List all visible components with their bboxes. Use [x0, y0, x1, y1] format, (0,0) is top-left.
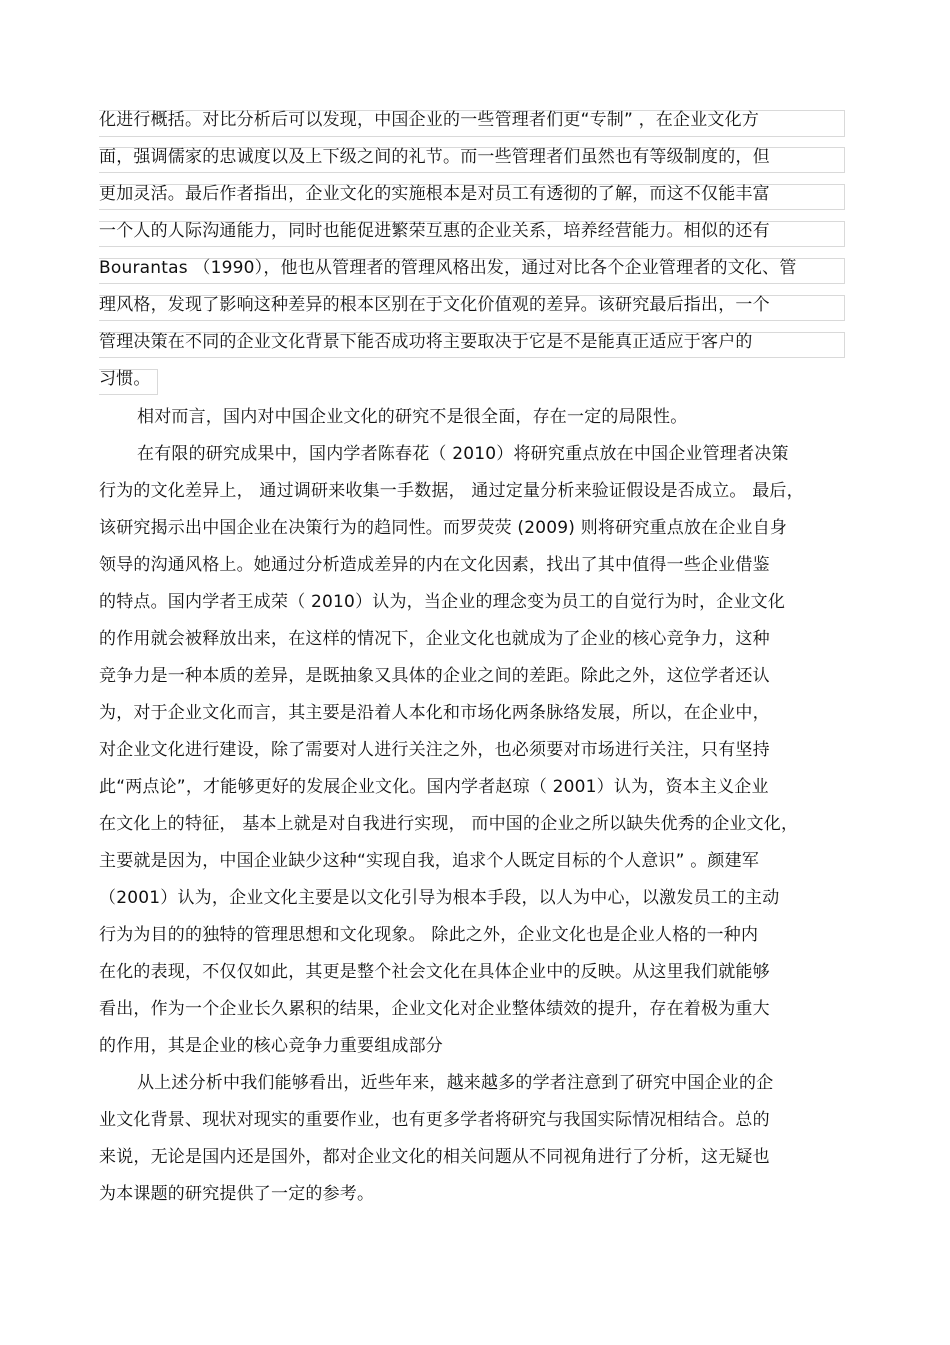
paragraph-4-line-1: 从上述分析中我们能够看出，近些年来，越来越多的学者注意到了研究中国企业的企 [137, 1073, 774, 1093]
paragraph-1-line-5: Bourantas （1990），他也从管理者的管理风格出发，通过对比各个企业管理者的文化、管 [99, 258, 797, 278]
paragraph-3-line-10: 此“两点论”，才能够更好的发展企业文化。国内学者赵琼（ 2001）认为，资本主义企业 [99, 777, 769, 797]
paragraph-4-line-3: 来说，无论是国内还是国外，都对企业文化的相关问题从不同视角进行了分析，这无疑也 [99, 1147, 770, 1167]
paragraph-3-line-5: 的特点。国内学者王成荣（ 2010）认为，当企业的理念变为员工的自觉行为时，企业文化 [99, 592, 786, 612]
paragraph-4-line-4: 为本课题的研究提供了一定的参考。 [99, 1184, 375, 1204]
paragraph-3-line-2: 行为的文化差异上， 通过调研来收集一手数据， 通过定量分析来验证假设是否成立。 最后， [99, 481, 804, 501]
paragraph-3-line-4: 领导的沟通风格上。她通过分析造成差异的内在文化因素，找出了其中值得一些企业借鉴 [99, 555, 770, 575]
paragraph-3-line-16: 看出，作为一个企业长久累积的结果，企业文化对企业整体绩效的提升，存在着极为重大 [99, 999, 770, 1019]
paragraph-1-line-4: 一个人的人际沟通能力，同时也能促进繁荣互惠的企业关系，培养经营能力。相似的还有 [99, 221, 770, 241]
paragraph-3-line-12: 主要就是因为，中国企业缺少这种“实现自我，追求个人既定目标的个人意识” 。颜建军 [99, 851, 760, 871]
paragraph-1-line-2: 面，强调儒家的忠诚度以及上下级之间的礼节。而一些管理者们虽然也有等级制度的，但 [99, 147, 770, 167]
paragraph-3-line-11: 在文化上的特征， 基本上就是对自我进行实现， 而中国的企业之所以缺失优秀的企业文化， [99, 814, 799, 834]
paragraph-3-line-15: 在化的表现，不仅仅如此，其更是整个社会文化在具体企业中的反映。从这里我们就能够 [99, 962, 770, 982]
paragraph-1-line-7: 管理决策在不同的企业文化背景下能否成功将主要取决于它是不是能真正适应于客户的 [99, 332, 753, 352]
paragraph-3-line-17: 的作用，其是企业的核心竞争力重要组成部分 [99, 1036, 443, 1056]
paragraph-3-line-3: 该研究揭示出中国企业在决策行为的趋同性。而罗荧荧 (2009) 则将研究重点放在企业自身 [99, 518, 788, 538]
paragraph-3-line-1: 在有限的研究成果中，国内学者陈春花（ 2010）将研究重点放在中国企业管理者决策 [137, 444, 789, 464]
paragraph-1-line-3: 更加灵活。最后作者指出，企业文化的实施根本是对员工有透彻的了解，而这不仅能丰富 [99, 184, 770, 204]
paragraph-2-line-1: 相对而言，国内对中国企业文化的研究不是很全面，存在一定的局限性。 [137, 407, 688, 427]
paragraph-3-line-14: 行为为目的的独特的管理思想和文化现象。 除此之外，企业文化也是企业人格的一种内 [99, 925, 759, 945]
paragraph-1-line-6: 理风格，发现了影响这种差异的根本区别在于文化价值观的差异。该研究最后指出，一个 [99, 295, 770, 315]
paragraph-3-line-13: （2001）认为，企业文化主要是以文化引导为根本手段，以人为中心，以激发员工的主动 [99, 888, 780, 908]
paragraph-3-line-7: 竞争力是一种本质的差异，是既抽象又具体的企业之间的差距。除此之外，这位学者还认 [99, 666, 770, 686]
paragraph-1-line-8: 习惯。 [99, 369, 151, 389]
paragraph-3-line-9: 对企业文化进行建设，除了需要对人进行关注之外，也必须要对市场进行关注，只有坚持 [99, 740, 770, 760]
paragraph-4-line-2: 业文化背景、现状对现实的重要作业，也有更多学者将研究与我国实际情况相结合。总的 [99, 1110, 770, 1130]
paragraph-1-line-1: 化进行概括。对比分析后可以发现，中国企业的一些管理者们更“专制” ，在企业文化方 [99, 110, 760, 130]
paragraph-3-line-8: 为，对于企业文化而言，其主要是沿着人本化和市场化两条脉络发展，所以，在企业中， [99, 703, 770, 723]
paragraph-3-line-6: 的作用就会被释放出来，在这样的情况下，企业文化也就成为了企业的核心竞争力，这种 [99, 629, 770, 649]
